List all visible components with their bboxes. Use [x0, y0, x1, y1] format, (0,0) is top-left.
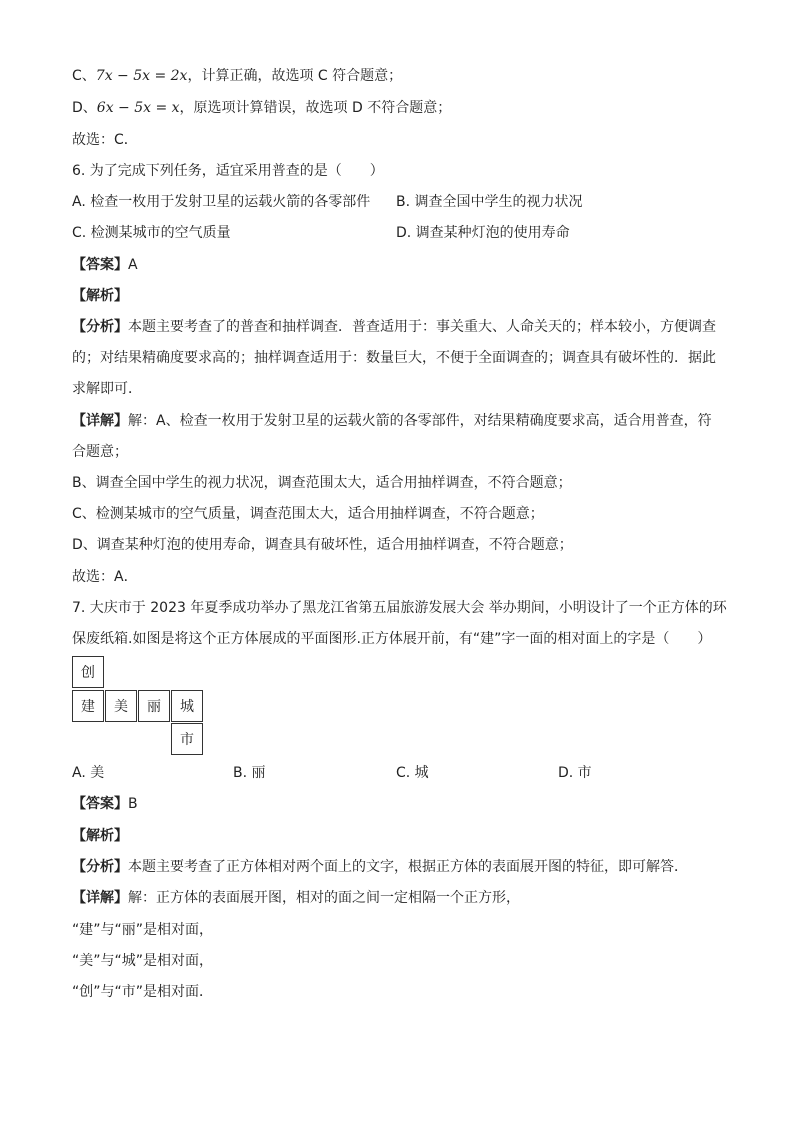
net-face-mei: 美 — [105, 690, 137, 722]
q6-detail-b: B、调查全国中学生的视力状况，调查范围太大，适合用抽样调查，不符合题意； — [72, 475, 572, 491]
q7-detail-text: 解：正方体的表面展开图，相对的面之间一定相隔一个正方形， — [128, 890, 520, 906]
net-face-shi: 市 — [171, 723, 203, 755]
q7-stem-line-2: 保废纸箱.如图是将这个正方体展成的平面图形.正方体展开前，有“建”字一面的相对面上的字是（ ） — [72, 631, 712, 647]
q6-option-a: A. 检查一枚用于发射卫星的运载火箭的各零部件 — [72, 194, 371, 210]
q6-option-b: B. 调查全国中学生的视力状况 — [396, 194, 583, 210]
q6-stem: 6. 为了完成下列任务，适宜采用普查的是（ ） — [72, 163, 384, 179]
net-face-chuang: 创 — [72, 656, 104, 688]
q7-answer — [72, 794, 138, 814]
q6-answer-label: 【答案】 — [72, 257, 128, 273]
q6-analysis-label: 【解析】 — [72, 288, 128, 304]
q7-fenxi-label: 【分析】 — [72, 859, 128, 875]
q6-detail-d: D、调查某种灯泡的使用寿命，调查具有破坏性，适合用抽样调查，不符合题意； — [72, 537, 573, 553]
q6-detail-line-1 — [72, 411, 712, 431]
q7-fenxi-line — [72, 857, 688, 877]
net-face-jian: 建 — [72, 690, 104, 722]
q5-choose: 故选：C． — [72, 132, 138, 148]
net-face-cheng: 城 — [171, 690, 203, 722]
q7-option-c: C. 城 — [396, 765, 429, 781]
q6-answer — [72, 255, 138, 275]
q6-fenxi-line-1 — [72, 317, 716, 337]
q6-fenxi-label: 【分析】 — [72, 319, 128, 335]
q7-fenxi-text: 本题主要考查了正方体相对两个面上的文字，根据正方体的表面展开图的特征，即可解答． — [128, 859, 688, 875]
q7-answer-label: 【答案】 — [72, 796, 128, 812]
q6-detail-line-2: 合题意； — [72, 444, 128, 460]
net-face-li: 丽 — [138, 690, 170, 722]
q7-option-a: A. 美 — [72, 765, 105, 781]
q5-d-prefix: D、 — [72, 100, 97, 116]
q6-detail-label: 【详解】 — [72, 413, 128, 429]
q7-stem-line-1: 7. 大庆市于 2023 年夏季成功举办了黑龙江省第五届旅游发展大会 举办期间，小明设计了一个正方体的环 — [72, 600, 727, 616]
q5-d-suffix: ，原选项计算错误，故选项 D 不符合题意； — [179, 100, 452, 116]
q5-c-prefix: C、 — [72, 68, 96, 84]
q6-option-d: D. 调查某种灯泡的使用寿命 — [396, 225, 570, 241]
q6-choose: 故选：A． — [72, 569, 138, 585]
q6-fenxi-line-3: 求解即可． — [72, 381, 142, 397]
q5-d-equation: 6x − 5x = x — [96, 100, 180, 116]
q7-detail-line — [72, 888, 520, 908]
q7-option-b: B. 丽 — [233, 765, 266, 781]
q7-answer-value: B — [128, 796, 138, 812]
q6-fenxi-line-2: 的；对结果精确度要求高的；抽样调查适用于：数量巨大，不便于全面调查的；调查具有破坏性的．据此 — [72, 350, 716, 366]
q6-fenxi-text-1: 本题主要考查了的普查和抽样调查．普查适用于：事关重大、人命关天的；样本较小，方便调查 — [128, 319, 716, 335]
q6-option-c: C. 检测某城市的空气质量 — [72, 225, 231, 241]
q5-option-d-line — [72, 98, 451, 118]
q7-pair-3: “创”与“市”是相对面． — [72, 984, 214, 1000]
q7-option-d: D. 市 — [558, 765, 592, 781]
q6-answer-value: A — [128, 257, 138, 273]
q6-detail-text-1: 解：A、检查一枚用于发射卫星的运载火箭的各零部件，对结果精确度要求高，适合用普查，符 — [128, 413, 712, 429]
q6-detail-c: C、检测某城市的空气质量，调查范围太大，适合用抽样调查，不符合题意； — [72, 506, 544, 522]
q7-analysis-label: 【解析】 — [72, 828, 128, 844]
q7-pair-1: “建”与“丽”是相对面， — [72, 922, 214, 938]
q5-c-equation: 7x − 5x = 2x — [95, 68, 188, 84]
q7-detail-label: 【详解】 — [72, 890, 128, 906]
q7-pair-2: “美”与“城”是相对面， — [72, 953, 214, 969]
q5-option-c-line — [72, 66, 402, 86]
q5-c-suffix: ，计算正确，故选项 C 符合题意； — [187, 68, 403, 84]
